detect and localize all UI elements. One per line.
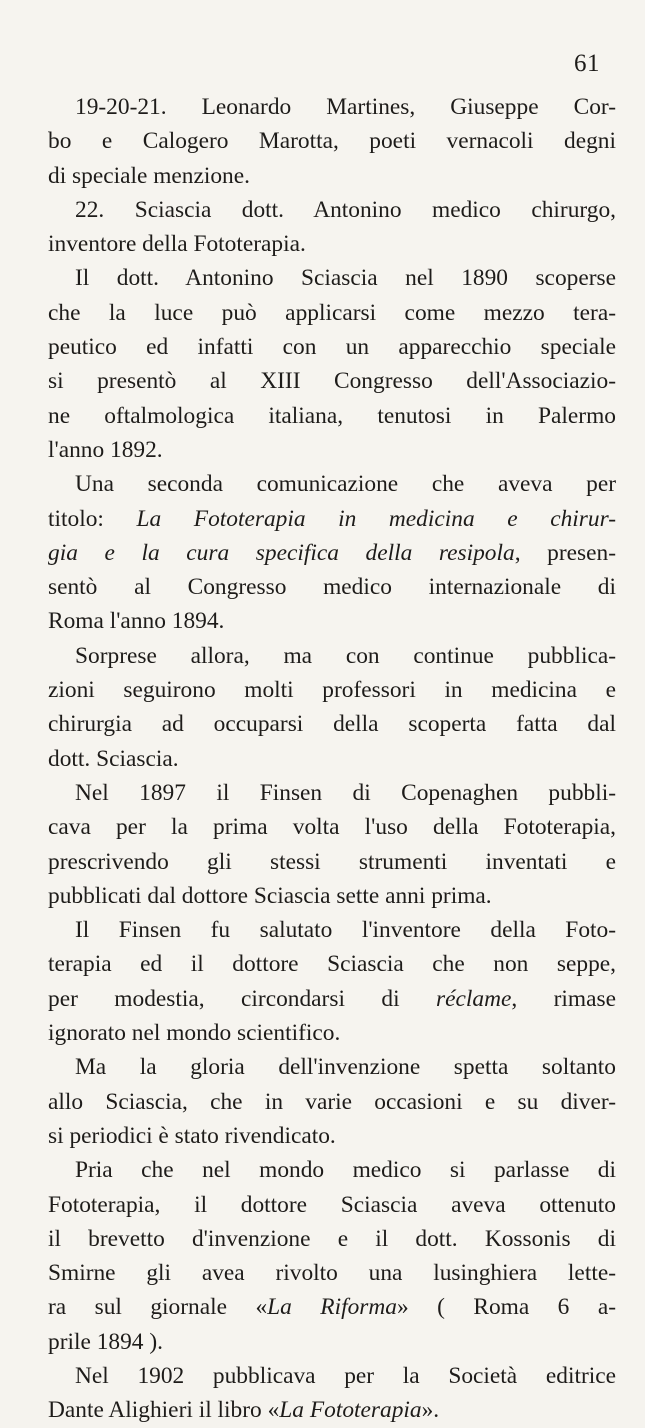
text-line: inventore della Fototerapia.: [48, 231, 306, 258]
text-line: si presentò al XIII Congresso dell'Associazio-: [48, 368, 616, 395]
text-line: [48, 982, 616, 1016]
text-run: , rimase: [511, 985, 616, 1012]
text-line: di speciale menzione.: [48, 162, 250, 189]
text-run: ra sul giornale «: [48, 1294, 268, 1321]
italic-text: La Riforma: [267, 1294, 397, 1321]
text-line: Pria che nel mondo medico si parlasse di: [75, 1157, 616, 1184]
text-line: allo Sciascia, che in varie occasioni e su diver-: [48, 1088, 616, 1115]
text-run: , presen-: [514, 539, 616, 566]
italic-text: gia e la cura specifica della resipola: [48, 539, 515, 566]
text-line: Il Finsen fu salutato l'inventore della Foto-: [75, 917, 616, 944]
text-run: » ( Roma 6 a-: [396, 1294, 616, 1321]
text-line: prile 1894 ).: [48, 1328, 163, 1355]
text-line: 22. Sciascia dott. Antonino medico chirurgo,: [75, 196, 616, 223]
text-line: si periodici è stato rivendicato.: [48, 1122, 336, 1149]
text-line: Nel 1897 il Finsen di Copenaghen pubbli-: [75, 779, 616, 806]
text-line: il brevetto d'invenzione e il dott. Kossonis di: [48, 1225, 616, 1252]
text-line: che la luce può applicarsi come mezzo tera-: [48, 299, 616, 326]
text-line: cava per la prima volta l'uso della Fototerapia,: [48, 814, 616, 841]
text-line: zioni seguirono molti professori in medicina e: [48, 677, 616, 704]
text-line: ne oftalmologica italiana, tenutosi in Palermo: [48, 402, 616, 429]
text-line: Nel 1902 pubblicava per la Società editrice: [75, 1362, 616, 1389]
text-line: Roma l'anno 1894.: [48, 608, 225, 635]
text-run: Dante Alighieri il libro «: [48, 1397, 280, 1424]
text-line: bo e Calogero Marotta, poeti vernacoli degni: [48, 128, 616, 155]
text-run: ».: [421, 1397, 440, 1424]
text-line: Il dott. Antonino Sciascia nel 1890 scoperse: [75, 265, 616, 292]
text-line: dott. Sciascia.: [48, 745, 179, 772]
text-line: Smirne gli avea rivolto una lusinghiera lette-: [48, 1260, 616, 1287]
body-text: [48, 90, 616, 1428]
italic-text: réclame: [436, 985, 512, 1012]
italic-text: La Fototerapia: [279, 1397, 422, 1424]
text-line: 19-20-21. Leonardo Martines, Giuseppe Cor-: [75, 94, 616, 120]
text-line: l'anno 1892.: [48, 436, 163, 463]
text-line: [48, 1393, 616, 1427]
page-number: 61: [574, 50, 600, 77]
text-line: Fototerapia, il dottore Sciascia aveva ottenuto: [48, 1191, 616, 1218]
text-line: peutico ed infatti con un apparecchio speciale: [48, 334, 616, 361]
italic-text: La Fototerapia in medicina e chirur-: [136, 505, 616, 532]
text-run: titolo:: [48, 505, 137, 532]
text-line: [48, 536, 616, 570]
text-line: terapia ed il dottore Sciascia che non seppe,: [48, 951, 616, 978]
text-line: sentò al Congresso medico internazionale di: [48, 574, 616, 601]
text-line: Sorprese allora, ma con continue pubblica-: [75, 642, 616, 669]
text-line: Ma la gloria dell'invenzione spetta soltanto: [75, 1054, 616, 1081]
text-line: prescrivendo gli stessi strumenti inventati e: [48, 848, 616, 875]
text-line: pubblicati dal dottore Sciascia sette anni prima.: [48, 882, 492, 909]
text-line: [48, 502, 616, 536]
text-line: chirurgia ad occuparsi della scoperta fatta dal: [48, 711, 616, 738]
text-run: per modestia, circondarsi di: [48, 985, 437, 1012]
text-line: Una seconda comunicazione che aveva per: [75, 471, 616, 498]
text-line: ignorato nel mondo scientifico.: [48, 1020, 341, 1047]
text-line: [48, 1290, 616, 1324]
